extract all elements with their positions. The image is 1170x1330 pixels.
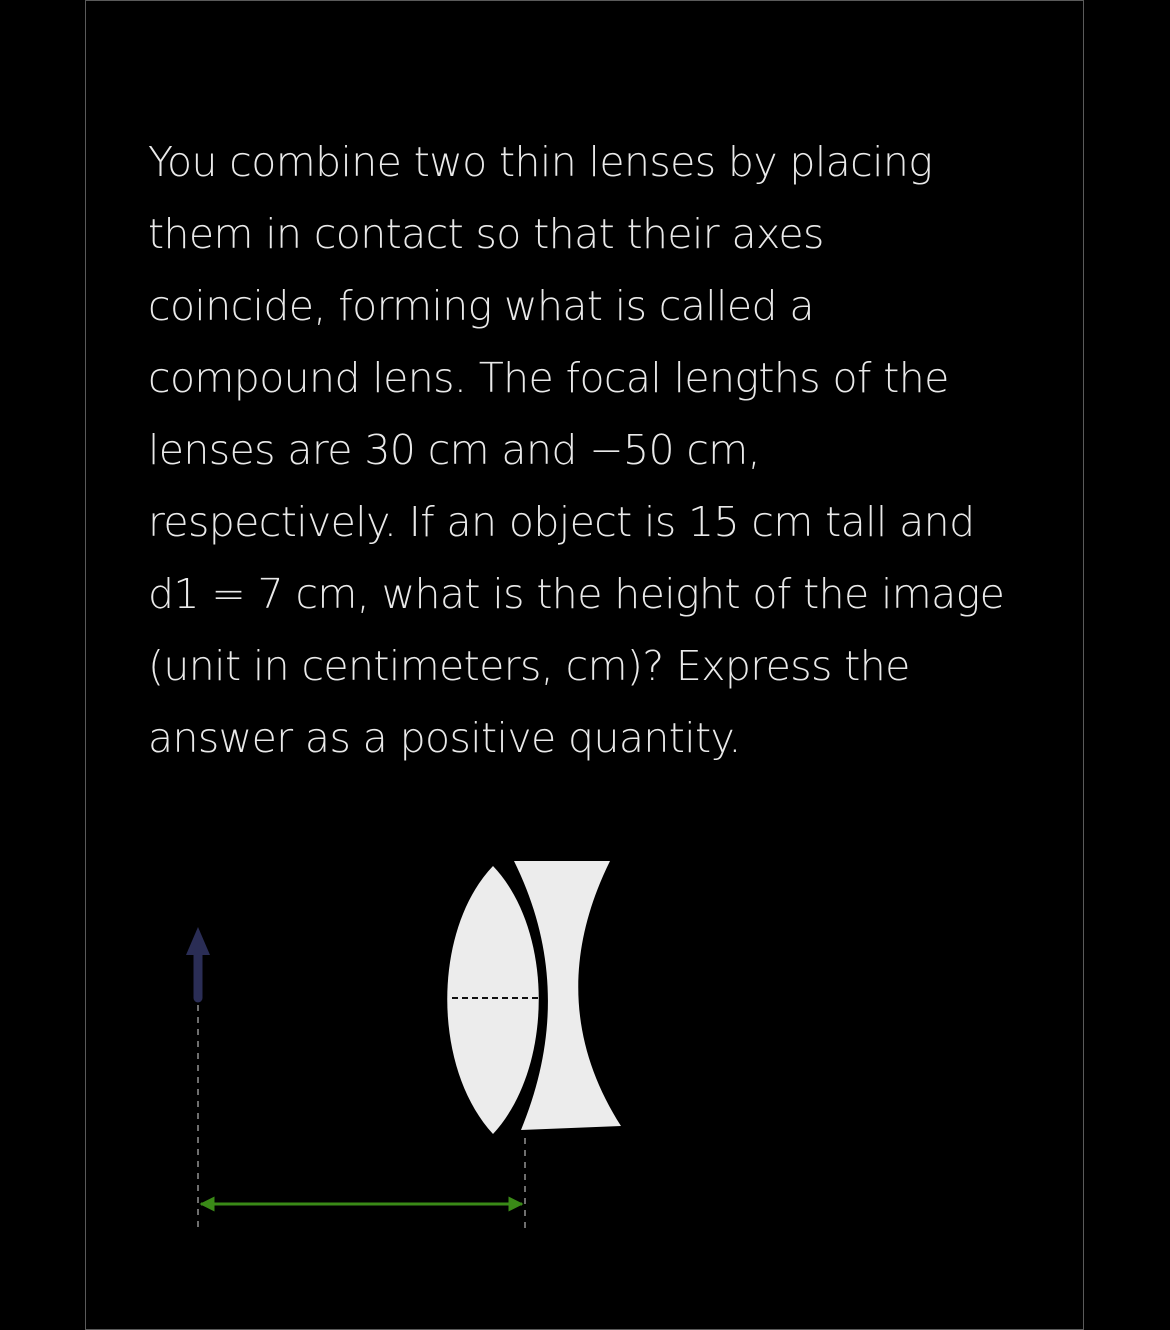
question-line: them in contact so that their axes — [148, 210, 824, 258]
question-line: You combine two thin lenses by placing — [148, 138, 933, 186]
question-line: coincide, forming what is called a — [148, 282, 814, 330]
converging-lens — [447, 866, 539, 1134]
question-line: lenses are 30 cm and −50 cm, — [148, 426, 761, 474]
object-arrow — [186, 927, 210, 998]
question-line: respectively. If an object is 15 cm tall and — [148, 498, 975, 546]
question-line: d1 = 7 cm, what is the height of the image — [148, 570, 1005, 618]
question-line: compound lens. The focal lengths of the — [148, 354, 949, 402]
question-line: (unit in centimeters, cm)? Express the — [148, 642, 910, 690]
question-line: answer as a positive quantity. — [148, 714, 741, 762]
